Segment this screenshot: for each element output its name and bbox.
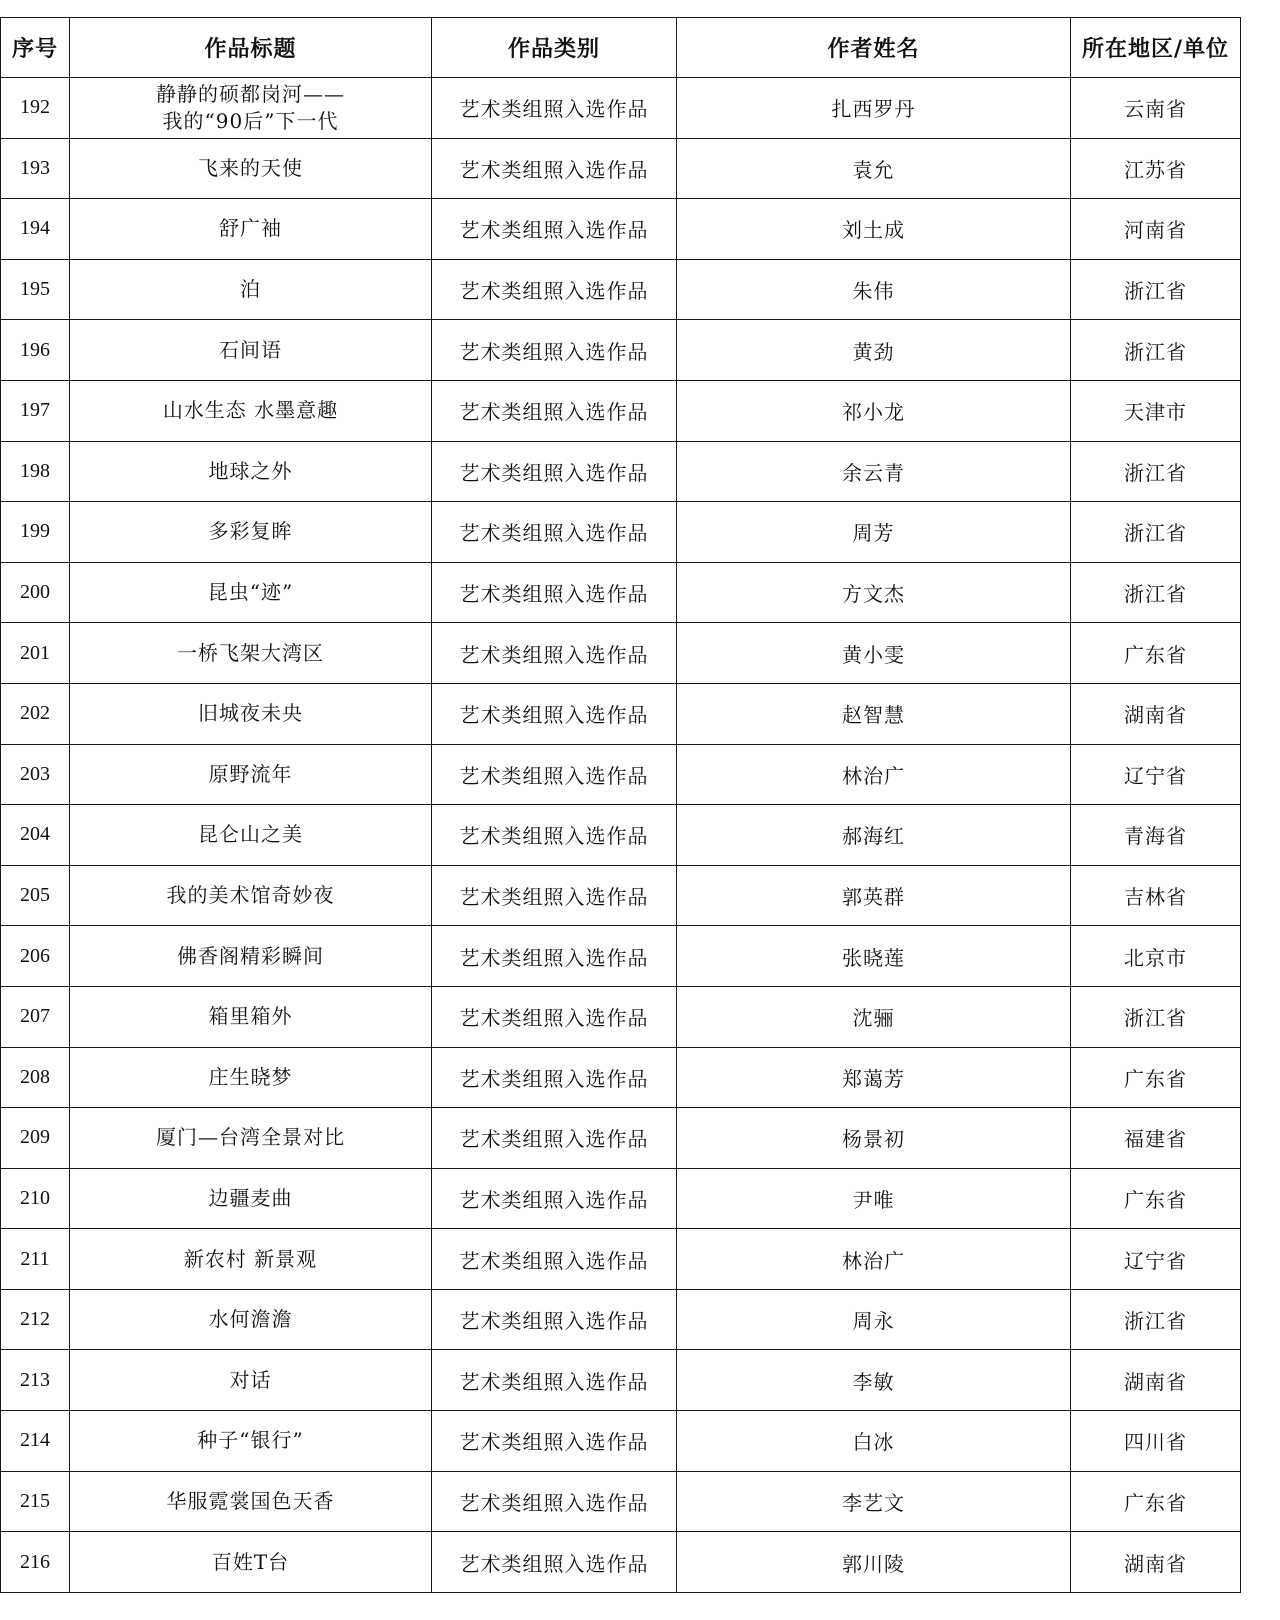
table-row: [1, 562, 1241, 623]
cell-title: 一桥飞架大湾区: [70, 623, 432, 684]
cell-no: 216: [1, 1532, 70, 1593]
cell-no: 196: [1, 320, 70, 381]
cell-region: 云南省: [1071, 78, 1241, 139]
cell-no: 215: [1, 1471, 70, 1532]
table-row: [1, 926, 1241, 987]
cell-category: 艺术类组照入选作品: [432, 138, 677, 199]
cell-author: 袁允: [677, 138, 1071, 199]
cell-no: 200: [1, 562, 70, 623]
cell-author: 黄劲: [677, 320, 1071, 381]
cell-region: 辽宁省: [1071, 744, 1241, 805]
cell-no: 203: [1, 744, 70, 805]
cell-title: 飞来的天使: [70, 138, 432, 199]
cell-title: 山水生态 水墨意趣: [70, 380, 432, 441]
cell-region: 湖南省: [1071, 683, 1241, 744]
cell-author: 林治广: [677, 1229, 1071, 1290]
cell-author: 沈骊: [677, 986, 1071, 1047]
cell-title: 箱里箱外: [70, 986, 432, 1047]
table-row: [1, 1229, 1241, 1290]
table-row: [1, 199, 1241, 260]
cell-no: 194: [1, 199, 70, 260]
cell-title: 庄生晓梦: [70, 1047, 432, 1108]
cell-no: 209: [1, 1108, 70, 1169]
cell-category: 艺术类组照入选作品: [432, 1168, 677, 1229]
cell-author: 刘土成: [677, 199, 1071, 260]
cell-no: 205: [1, 865, 70, 926]
cell-region: 天津市: [1071, 380, 1241, 441]
table-row: [1, 805, 1241, 866]
cell-category: 艺术类组照入选作品: [432, 926, 677, 987]
cell-no: 197: [1, 380, 70, 441]
cell-no: 214: [1, 1411, 70, 1472]
cell-no: 202: [1, 683, 70, 744]
cell-title: 昆虫“迹”: [70, 562, 432, 623]
table-row: [1, 1108, 1241, 1169]
cell-author: 赵智慧: [677, 683, 1071, 744]
cell-category: 艺术类组照入选作品: [432, 380, 677, 441]
table-header-row: [1, 18, 1241, 78]
table-row: [1, 986, 1241, 1047]
cell-title: 石间语: [70, 320, 432, 381]
cell-category: 艺术类组照入选作品: [432, 986, 677, 1047]
cell-category: 艺术类组照入选作品: [432, 441, 677, 502]
cell-category: 艺术类组照入选作品: [432, 1411, 677, 1472]
cell-title: 种子“银行”: [70, 1411, 432, 1472]
cell-author: 张晓莲: [677, 926, 1071, 987]
cell-region: 四川省: [1071, 1411, 1241, 1472]
table-row: [1, 865, 1241, 926]
table-row: [1, 441, 1241, 502]
cell-category: 艺术类组照入选作品: [432, 562, 677, 623]
header-category: 作品类别: [432, 18, 677, 78]
table-row: [1, 1350, 1241, 1411]
header-no: 序号: [1, 18, 70, 78]
cell-title: 华服霓裳国色天香: [70, 1471, 432, 1532]
header-title: 作品标题: [70, 18, 432, 78]
cell-no: 199: [1, 502, 70, 563]
cell-category: 艺术类组照入选作品: [432, 1289, 677, 1350]
cell-category: 艺术类组照入选作品: [432, 683, 677, 744]
cell-region: 浙江省: [1071, 562, 1241, 623]
table-row: [1, 744, 1241, 805]
cell-title: 多彩复眸: [70, 502, 432, 563]
table-row: [1, 502, 1241, 563]
cell-title: 水何澹澹: [70, 1289, 432, 1350]
cell-author: 林治广: [677, 744, 1071, 805]
cell-category: 艺术类组照入选作品: [432, 865, 677, 926]
table-row: [1, 380, 1241, 441]
cell-author: 周芳: [677, 502, 1071, 563]
cell-category: 艺术类组照入选作品: [432, 199, 677, 260]
table-row: [1, 683, 1241, 744]
table-row: [1, 320, 1241, 381]
cell-author: 李敏: [677, 1350, 1071, 1411]
cell-no: 207: [1, 986, 70, 1047]
cell-category: 艺术类组照入选作品: [432, 320, 677, 381]
cell-category: 艺术类组照入选作品: [432, 1047, 677, 1108]
cell-region: 福建省: [1071, 1108, 1241, 1169]
cell-region: 北京市: [1071, 926, 1241, 987]
cell-region: 广东省: [1071, 1168, 1241, 1229]
cell-category: 艺术类组照入选作品: [432, 259, 677, 320]
cell-no: 210: [1, 1168, 70, 1229]
cell-category: 艺术类组照入选作品: [432, 502, 677, 563]
cell-category: 艺术类组照入选作品: [432, 1108, 677, 1169]
cell-region: 浙江省: [1071, 259, 1241, 320]
cell-title: 百姓T台: [70, 1532, 432, 1593]
cell-region: 浙江省: [1071, 502, 1241, 563]
document-sheet: [0, 17, 1241, 1593]
cell-no: 206: [1, 926, 70, 987]
cell-region: 浙江省: [1071, 441, 1241, 502]
table-row: [1, 1471, 1241, 1532]
cell-title: 原野流年: [70, 744, 432, 805]
cell-author: 余云青: [677, 441, 1071, 502]
table-row: [1, 78, 1241, 139]
cell-author: 郑蔼芳: [677, 1047, 1071, 1108]
cell-author: 郭英群: [677, 865, 1071, 926]
cell-author: 朱伟: [677, 259, 1071, 320]
table-row: [1, 1532, 1241, 1593]
cell-author: 李艺文: [677, 1471, 1071, 1532]
cell-title: 旧城夜未央: [70, 683, 432, 744]
cell-region: 青海省: [1071, 805, 1241, 866]
cell-no: 204: [1, 805, 70, 866]
cell-author: 方文杰: [677, 562, 1071, 623]
cell-author: 杨景初: [677, 1108, 1071, 1169]
cell-no: 211: [1, 1229, 70, 1290]
cell-region: 江苏省: [1071, 138, 1241, 199]
cell-author: 白冰: [677, 1411, 1071, 1472]
cell-category: 艺术类组照入选作品: [432, 623, 677, 684]
cell-no: 213: [1, 1350, 70, 1411]
cell-category: 艺术类组照入选作品: [432, 805, 677, 866]
cell-category: 艺术类组照入选作品: [432, 1350, 677, 1411]
cell-no: 208: [1, 1047, 70, 1108]
cell-title: 地球之外: [70, 441, 432, 502]
cell-region: 浙江省: [1071, 1289, 1241, 1350]
table-row: [1, 259, 1241, 320]
cell-category: 艺术类组照入选作品: [432, 1229, 677, 1290]
cell-author: 黄小雯: [677, 623, 1071, 684]
cell-no: 192: [1, 78, 70, 139]
cell-title: 边疆麦曲: [70, 1168, 432, 1229]
cell-author: 周永: [677, 1289, 1071, 1350]
cell-category: 艺术类组照入选作品: [432, 1532, 677, 1593]
cell-region: 广东省: [1071, 1047, 1241, 1108]
cell-no: 193: [1, 138, 70, 199]
table-row: [1, 138, 1241, 199]
cell-region: 湖南省: [1071, 1532, 1241, 1593]
cell-region: 广东省: [1071, 1471, 1241, 1532]
header-region: 所在地区/单位: [1071, 18, 1241, 78]
cell-category: 艺术类组照入选作品: [432, 78, 677, 139]
cell-no: 201: [1, 623, 70, 684]
cell-title: 厦门—台湾全景对比: [70, 1108, 432, 1169]
cell-author: 郭川陵: [677, 1532, 1071, 1593]
cell-title: 昆仑山之美: [70, 805, 432, 866]
cell-region: 浙江省: [1071, 320, 1241, 381]
cell-title: 佛香阁精彩瞬间: [70, 926, 432, 987]
table-row: [1, 623, 1241, 684]
cell-category: 艺术类组照入选作品: [432, 1471, 677, 1532]
cell-region: 吉林省: [1071, 865, 1241, 926]
cell-author: 郝海红: [677, 805, 1071, 866]
cell-region: 广东省: [1071, 623, 1241, 684]
cell-region: 浙江省: [1071, 986, 1241, 1047]
table-row: [1, 1047, 1241, 1108]
cell-region: 河南省: [1071, 199, 1241, 260]
cell-author: 尹唯: [677, 1168, 1071, 1229]
cell-region: 辽宁省: [1071, 1229, 1241, 1290]
cell-no: 212: [1, 1289, 70, 1350]
cell-title: 新农村 新景观: [70, 1229, 432, 1290]
cell-author: 扎西罗丹: [677, 78, 1071, 139]
table-row: [1, 1289, 1241, 1350]
cell-no: 198: [1, 441, 70, 502]
cell-title: 舒广袖: [70, 199, 432, 260]
table-row: [1, 1168, 1241, 1229]
header-author: 作者姓名: [677, 18, 1071, 78]
cell-region: 湖南省: [1071, 1350, 1241, 1411]
cell-title: 我的美术馆奇妙夜: [70, 865, 432, 926]
table-row: [1, 1411, 1241, 1472]
cell-title: 对话: [70, 1350, 432, 1411]
cell-author: 祁小龙: [677, 380, 1071, 441]
table-body: [1, 78, 1241, 1593]
cell-title: 泊: [70, 259, 432, 320]
entries-table: [0, 17, 1241, 1593]
cell-title: 静静的硕都岗河—— 我的“90后”下一代: [70, 78, 432, 139]
cell-no: 195: [1, 259, 70, 320]
cell-category: 艺术类组照入选作品: [432, 744, 677, 805]
